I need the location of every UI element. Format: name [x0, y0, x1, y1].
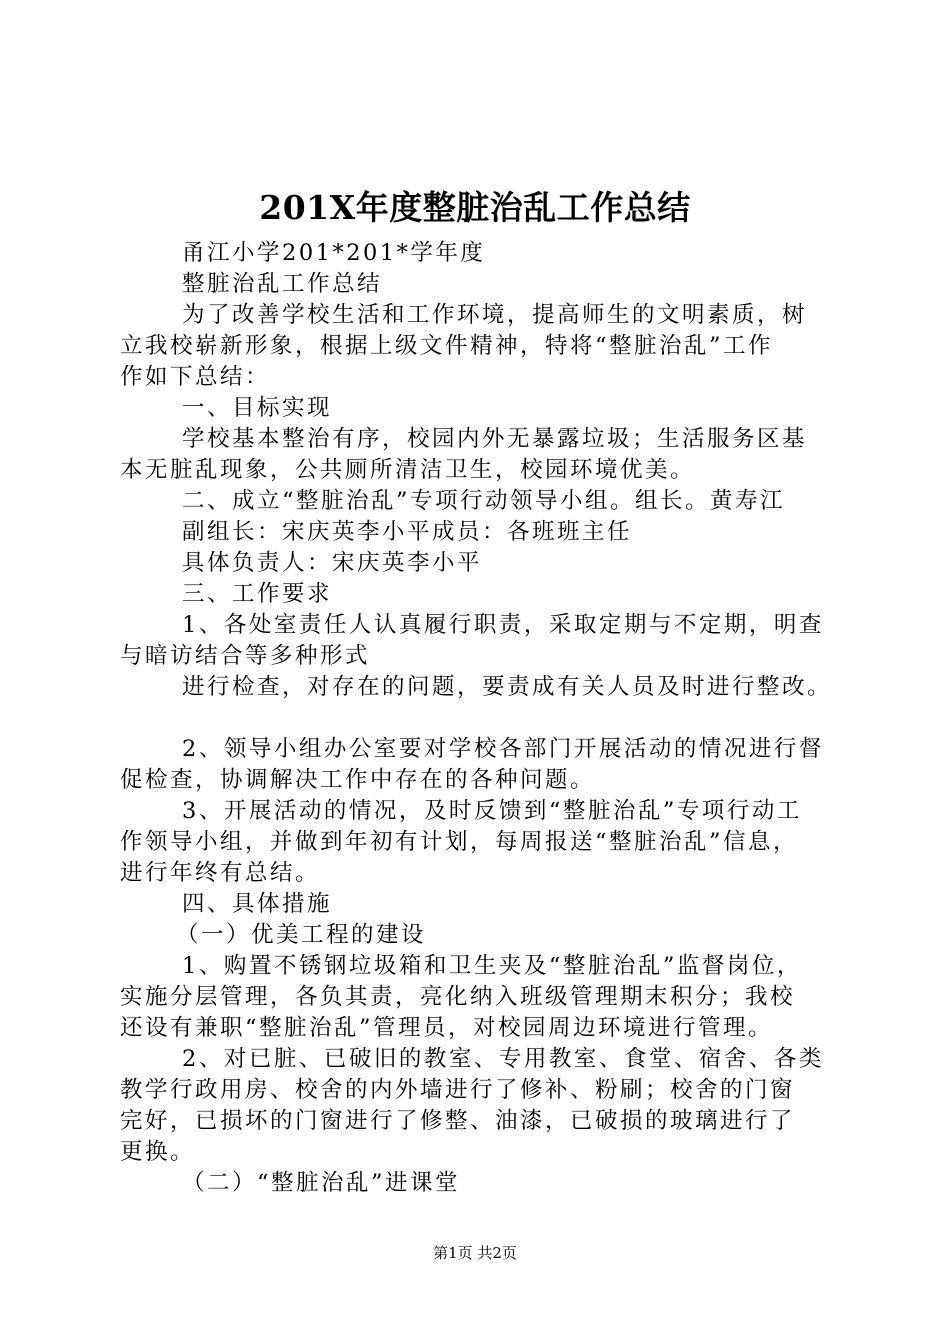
- section-heading: 一、目标实现: [182, 395, 333, 421]
- paragraph-line: 进行年终有总结。: [120, 860, 321, 886]
- paragraph-line: 本无脏乱现象，公共厕所清洁卫生，校园环境优美。: [120, 457, 696, 483]
- paragraph-line: 立我校崭新形象，根据上级文件精神，特将“整脏治乱”工作: [120, 333, 774, 359]
- paragraph-line: 与暗访结合等多种形式: [120, 643, 371, 669]
- paragraph-line: 更换。: [120, 1139, 196, 1165]
- paragraph-line: 具体负责人：宋庆英李小平: [182, 550, 483, 576]
- subsection-heading: （一）优美工程的建设: [176, 922, 427, 948]
- paragraph-line: 为了改善学校生活和工作环境，提高师生的文明素质，树: [182, 302, 808, 328]
- paragraph-line: 作领导小组，并做到年初有计划，每周报送“整脏治乱”信息，: [120, 829, 799, 855]
- paragraph-line: 教学行政用房、校舍的内外墙进行了修补、粉刷；校舍的门窗: [120, 1077, 796, 1103]
- subtitle-line: 整脏治乱工作总结: [182, 271, 383, 297]
- subsection-heading: （二）“整脏治乱”进课堂: [182, 1170, 461, 1196]
- paragraph-line: 1、购置不锈钢垃圾箱和卫生夹及“整脏治乱”监督岗位，: [182, 953, 802, 979]
- section-heading: 四、具体措施: [182, 891, 333, 917]
- paragraph-line: 作如下总结：: [120, 364, 271, 390]
- paragraph-line: 还设有兼职“整脏治乱”管理员，对校园周边环境进行管理。: [120, 1015, 774, 1041]
- paragraph-line: 完好，已损坏的门窗进行了修整、油漆，已破损的玻璃进行了: [120, 1108, 796, 1134]
- page-footer: 第1页 共2页: [433, 1244, 517, 1262]
- paragraph-line: 学校基本整治有序，校园内外无暴露垃圾；生活服务区基: [182, 426, 808, 452]
- paragraph-line: 2、领导小组办公室要对学校各部门开展活动的情况进行督: [182, 736, 824, 762]
- paragraph-line: 实施分层管理，各负其责，亮化纳入班级管理期末积分；我校: [120, 984, 796, 1010]
- document-title: 201X年度整脏治乱工作总结: [259, 188, 691, 227]
- paragraph-line: 1、各处室责任人认真履行职责，采取定期与不定期，明查: [182, 612, 824, 638]
- section-heading: 二、成立“整脏治乱”专项行动领导小组。组长。黄寿江: [182, 488, 786, 514]
- paragraph-line: 进行检查，对存在的问题，要责成有关人员及时进行整改。: [182, 674, 833, 700]
- school-year-line: 甬江小学201*201*学年度: [182, 240, 486, 266]
- paragraph-line: 3、开展活动的情况，及时反馈到“整脏治乱”专项行动工: [182, 798, 802, 824]
- paragraph-line: 2、对已脏、已破旧的教室、专用教室、食堂、宿舍、各类: [182, 1046, 824, 1072]
- section-heading: 三、工作要求: [182, 581, 333, 607]
- paragraph-line: 促检查，协调解决工作中存在的各种问题。: [120, 767, 596, 793]
- paragraph-line: 副组长：宋庆英李小平成员：各班班主任: [182, 519, 633, 545]
